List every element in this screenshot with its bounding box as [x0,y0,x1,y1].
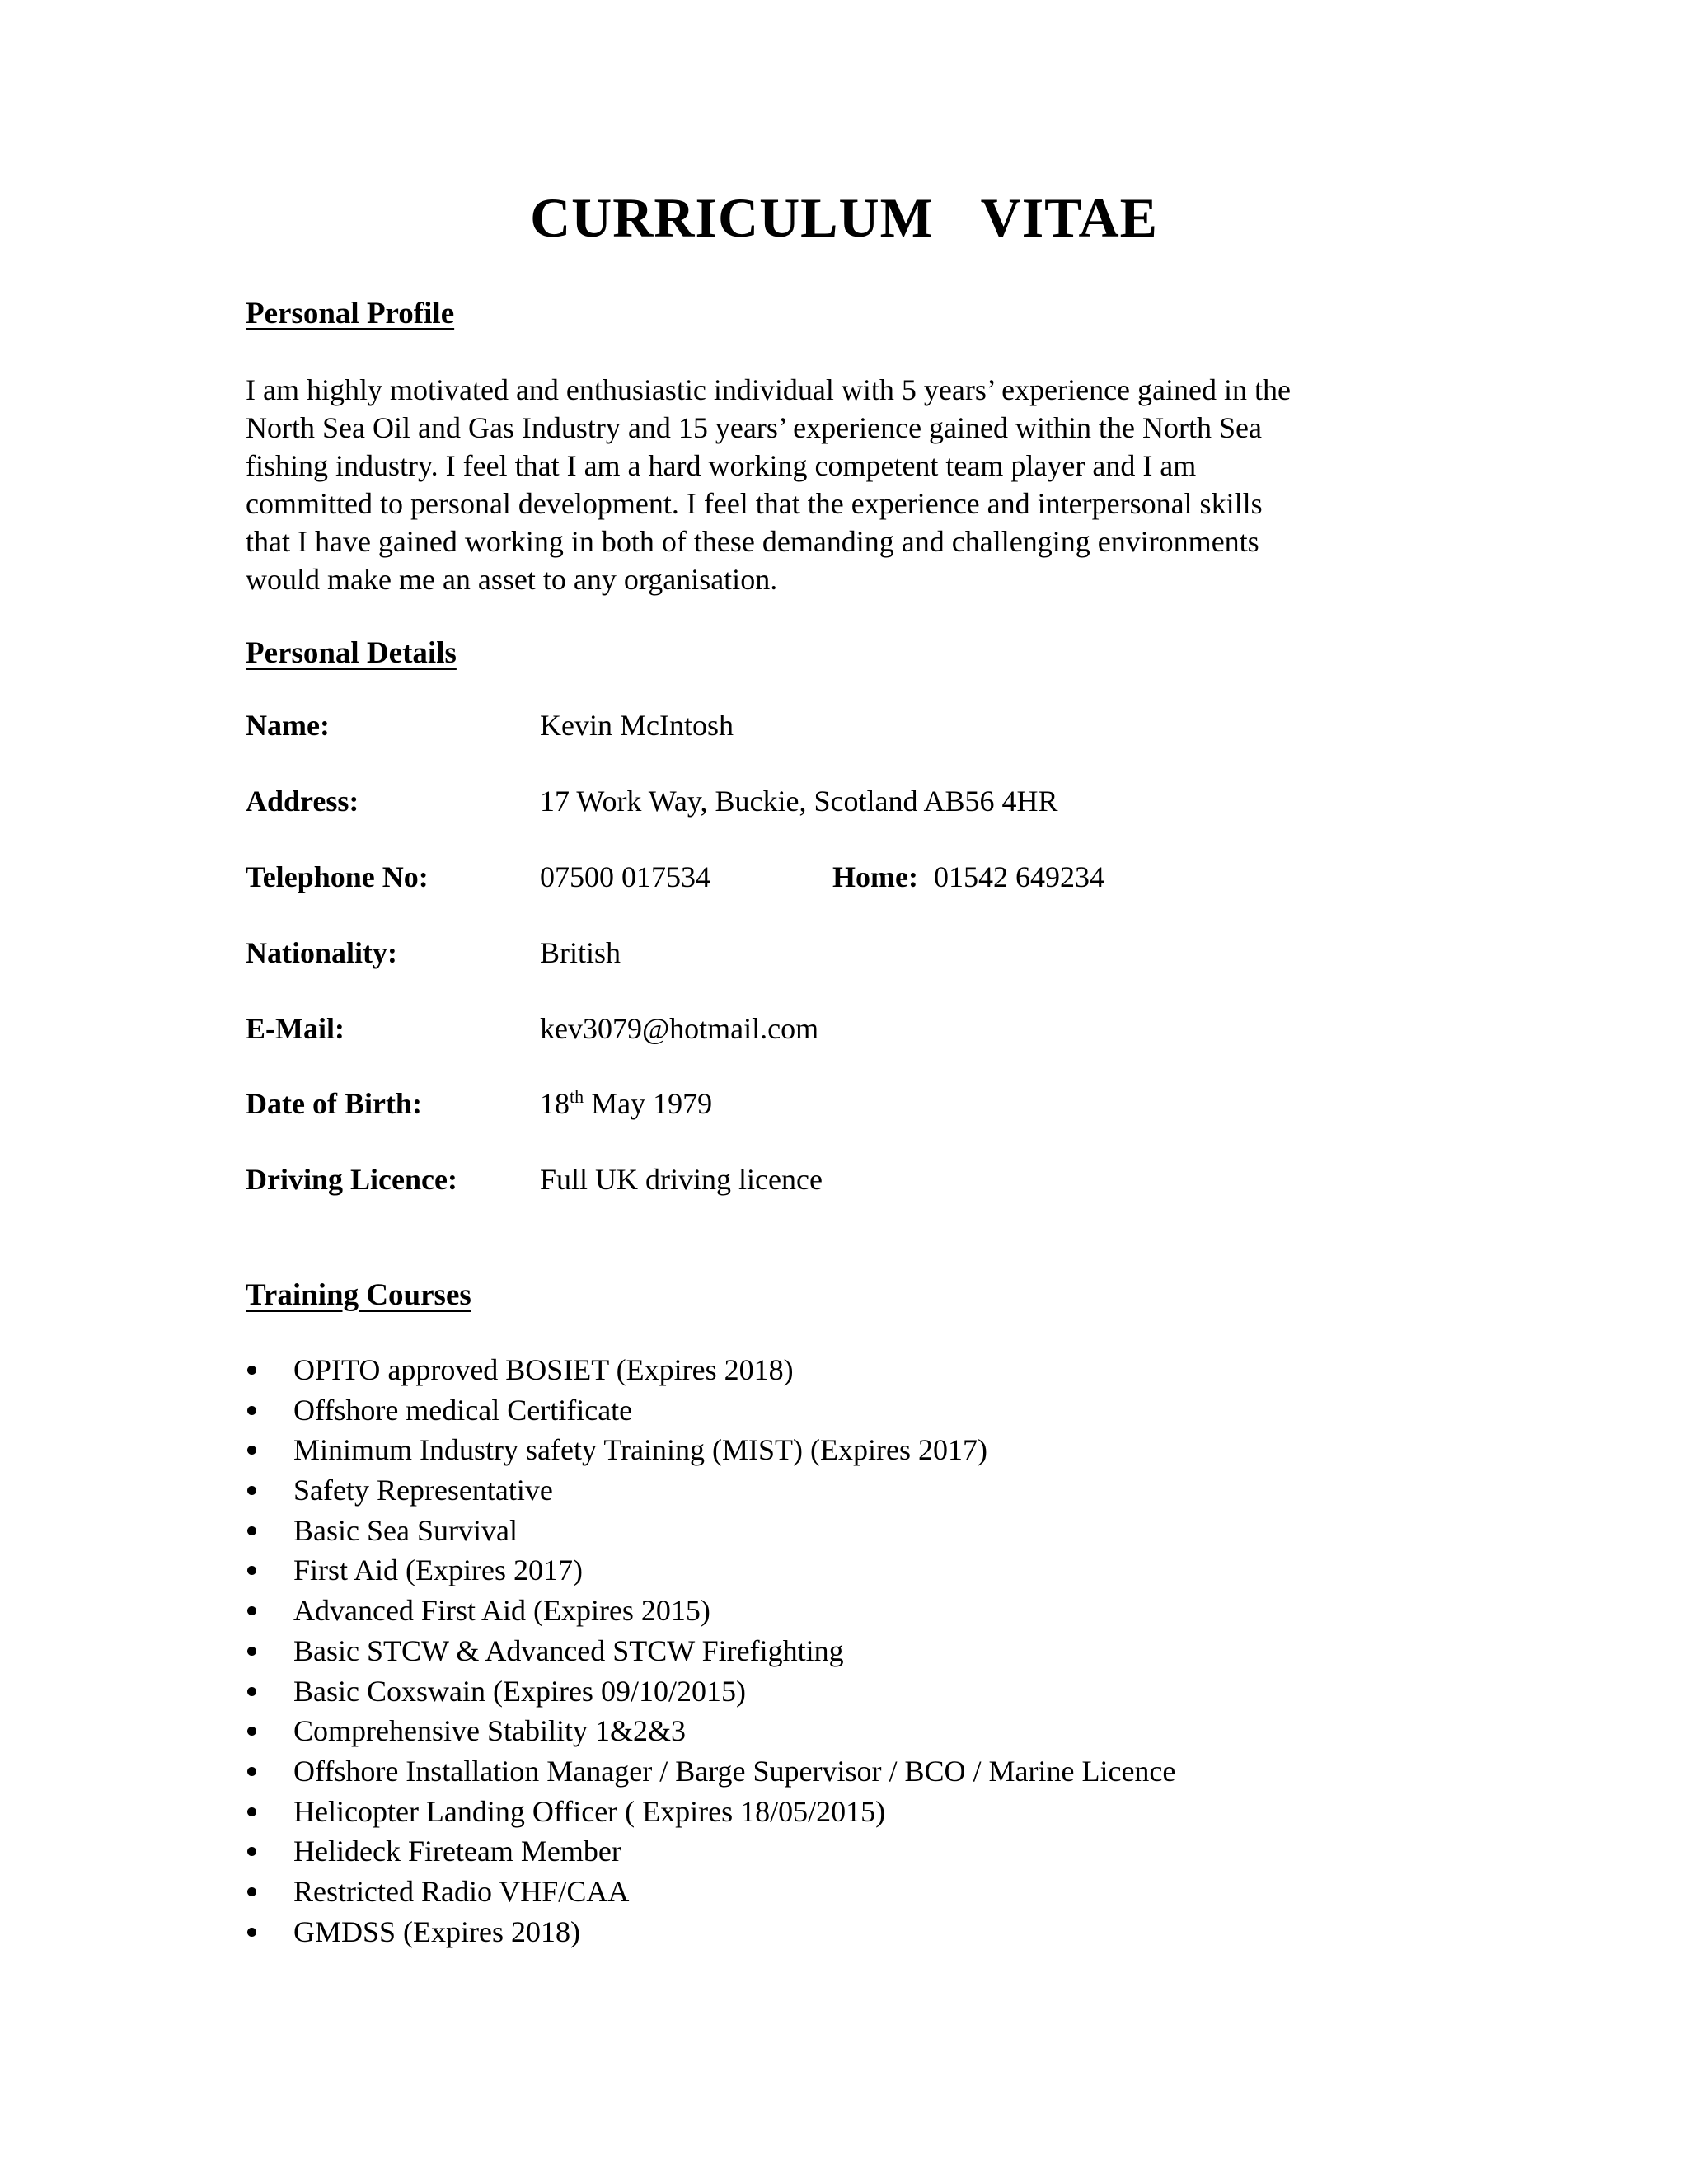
training-courses-heading: Training Courses [246,1278,471,1312]
list-item [246,1912,1482,1952]
course-label: Basic Sea Survival [293,1513,518,1547]
bullet-icon [247,1486,256,1495]
licence-value: Full UK driving licence [540,1163,823,1196]
list-item [246,1631,1482,1671]
list-item [246,1430,1482,1470]
address-value: 17 Work Way, Buckie, Scotland AB56 4HR [540,785,1058,818]
detail-row-email [246,1010,1441,1047]
personal-profile-heading: Personal Profile [246,297,455,330]
detail-row-licence [246,1160,1441,1198]
course-label: First Aid (Expires 2017) [293,1554,583,1587]
bullet-icon [247,1887,256,1896]
nationality-value: British [540,936,621,969]
course-label: Safety Representative [293,1474,553,1507]
detail-row-name [246,706,1441,744]
bullet-icon [247,1928,256,1937]
course-label: Offshore Installation Manager / Barge Supervisor / BCO / Marine Licence [293,1754,1176,1788]
course-label: OPITO approved BOSIET (Expires 2018) [293,1353,794,1386]
licence-label: Driving Licence: [246,1163,457,1196]
course-label: Advanced First Aid (Expires 2015) [293,1594,710,1628]
bullet-icon [247,1566,256,1575]
bullet-icon [247,1526,256,1535]
list-item [246,1872,1482,1912]
bullet-icon [247,1606,256,1615]
detail-row-nationality [246,934,1441,972]
detail-row-telephone [246,858,1441,896]
bullet-icon [247,1767,256,1776]
list-item [246,1671,1482,1712]
telephone-label: Telephone No: [246,860,429,893]
dob-day: 18 [540,1087,570,1120]
dob-month-year: May 1979 [584,1087,713,1120]
list-item [246,1350,1482,1390]
document-title: CURRICULUM VITAE [530,186,1158,249]
course-label: Minimum Industry safety Training (MIST) (Expires 2017) [293,1433,987,1467]
bullet-icon [247,1406,256,1415]
bullet-icon [247,1647,256,1656]
address-label: Address: [246,785,359,818]
detail-row-address [246,782,1441,820]
course-label: GMDSS (Expires 2018) [293,1915,580,1948]
bullet-icon [247,1807,256,1816]
course-label: Offshore medical Certificate [293,1393,633,1427]
bullet-icon [247,1687,256,1696]
dob-label: Date of Birth: [246,1087,422,1120]
email-label: E-Mail: [246,1012,345,1045]
detail-row-dob [246,1085,1441,1122]
home-phone-label: Home: [832,860,918,893]
course-label: Helicopter Landing Officer ( Expires 18/05/2015) [293,1794,886,1828]
list-item [246,1792,1482,1832]
training-courses-list [246,1350,1482,1952]
telephone-value: 07500 017534 [540,860,710,893]
list-item [246,1550,1482,1591]
list-item [246,1831,1482,1872]
course-label: Comprehensive Stability 1&2&3 [293,1714,686,1748]
email-value: kev3079@hotmail.com [540,1012,819,1045]
personal-profile-text: I am highly motivated and enthusiastic individual with 5 years’ experience gained in the North Sea Oil and Gas Industry and 15 years’ experience gained within the North Sea fishing industry. I feel that I am a hard working competent team player and I am committed to personal development. I feel that the experience and interpersonal skills that I have gained working in both of these demanding and challenging environments would make me an asset to any organisation. [246,373,1291,596]
course-label: Basic STCW & Advanced STCW Firefighting [293,1633,844,1667]
course-label: Basic Coxswain (Expires 09/10/2015) [293,1674,746,1708]
list-item [246,1511,1482,1551]
list-item [246,1751,1482,1792]
dob-ordinal-suffix: th [570,1086,584,1107]
name-value: Kevin McIntosh [540,709,734,742]
course-label: Restricted Radio VHF/CAA [293,1874,630,1908]
bullet-icon [247,1366,256,1375]
list-item [246,1390,1482,1431]
bullet-icon [247,1847,256,1856]
personal-details-heading: Personal Details [246,636,457,670]
bullet-icon [247,1727,256,1736]
list-item [246,1591,1482,1631]
nationality-label: Nationality: [246,936,397,969]
home-phone-value: 01542 649234 [934,860,1104,893]
course-label: Helideck Fireteam Member [293,1835,621,1868]
name-label: Name: [246,709,330,742]
list-item [246,1470,1482,1511]
dob-value [540,1085,712,1122]
bullet-icon [247,1446,256,1455]
list-item [246,1711,1482,1751]
